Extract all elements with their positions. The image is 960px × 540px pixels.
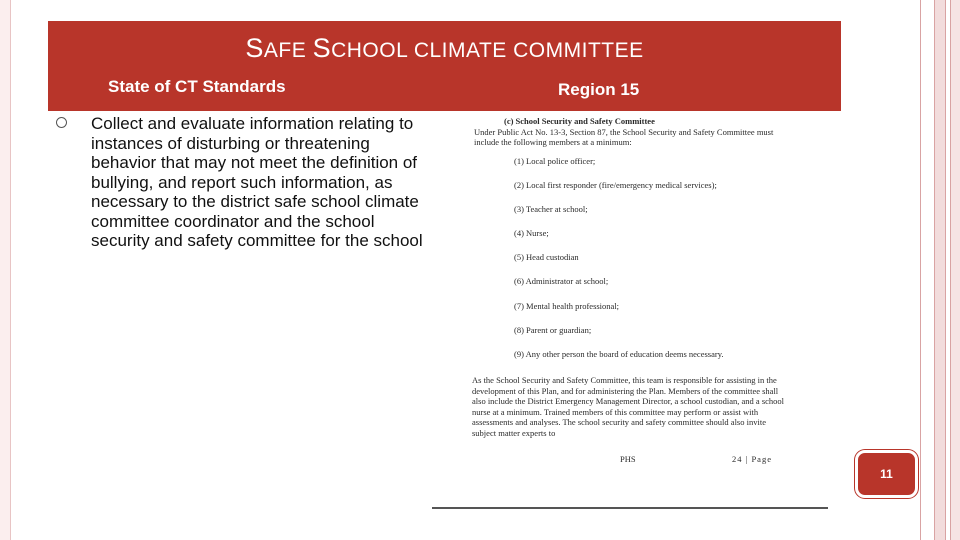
bullet-circle-icon [56, 117, 67, 128]
slide-number-badge: 11 [855, 450, 918, 498]
column-header-state-standards: State of CT Standards [108, 77, 286, 96]
right-frame-stripe [934, 0, 946, 540]
document-footer [468, 454, 798, 466]
column-header-region: Region 15 [558, 80, 640, 99]
document-paragraph: As the School Security and Safety Committee, this team is responsible for assisting in the development of this Plan, and for administering the Plan. Members of the committee shall also include the District Emergency Management Director, a school custodian, and a school nurse at a minimum. Trained members of this committee may perform or assist with assessments and analyses. The school security and safety committee should also invite subject matter experts to [472, 375, 785, 438]
list-item: (1) Local police officer; [514, 155, 596, 166]
list-item: (8) Parent or guardian; [514, 324, 592, 335]
title-banner [48, 21, 841, 111]
document-bottom-rule [432, 507, 828, 509]
list-item: (6) Administrator at school; [514, 276, 609, 287]
bullet-text: Collect and evaluate information relating to instances of disturbing or threatening behavior that may not meet the definition of bullying, and report such information, as necessary to the district safe school climate committee coordinator and the school security and safety committee for the school [91, 114, 423, 250]
list-item: (2) Local first responder (fire/emergency medical services); [514, 179, 717, 190]
document-excerpt-image [468, 116, 798, 472]
document-footer-page: 24 | Page [732, 454, 772, 464]
list-item: (9) Any other person the board of education deems necessary. [514, 349, 724, 359]
list-item: (5) Head custodian [514, 252, 579, 263]
committee-member-list [514, 156, 798, 374]
document-heading: (c) School Security and Safety Committee [504, 116, 655, 126]
document-footer-school: PHS [620, 454, 636, 464]
right-frame-line [920, 0, 921, 540]
left-frame-decoration [0, 0, 11, 540]
slide-title: SAFE SCHOOL CLIMATE COMMITTEE [245, 33, 644, 63]
list-item: (4) Nurse; [514, 228, 549, 239]
document-intro: Under Public Act No. 13-3, Section 87, the School Security and Safety Committee must include the following members at a minimum: [474, 126, 774, 147]
list-item: (3) Teacher at school; [514, 203, 588, 214]
list-item: (7) Mental health professional; [514, 300, 620, 311]
right-frame-stripe-outer [950, 0, 960, 540]
